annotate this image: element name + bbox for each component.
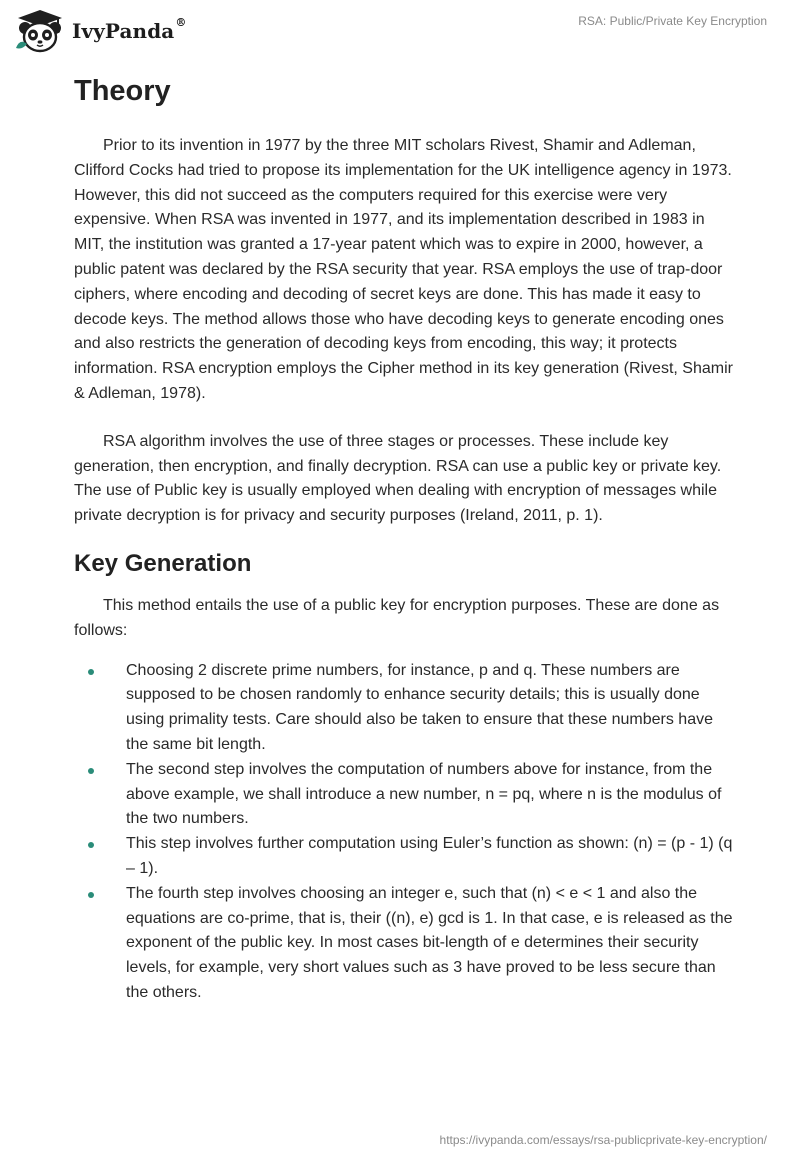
panda-graduate-icon [14,8,66,54]
document-title: RSA: Public/Private Key Encryption [578,14,767,28]
bullet-icon [88,892,94,898]
essay-content [74,72,734,1006]
section-title-key-generation: Key Generation [74,549,252,577]
bullet-icon [88,768,94,774]
list-item [74,882,734,1006]
bullet-icon [88,669,94,675]
list-item [74,758,734,832]
brand-name: IvyPanda® [72,16,187,43]
section-title-theory: Theory [74,75,171,107]
list-item-text: The fourth step involves choosing an integer e, such that (n) < e < 1 and also the equations are co-prime, that is, their ((n), e) gcd is 1. In that case, e is released as the exponent of the public key. In most cases bit-length of e determines their security levels, for example, very short values such as 3 have proved to be less secure than the others. [126,884,733,1001]
brand-logo[interactable] [14,8,186,54]
list-item-text: The second step involves the computation of numbers above for instance, from the above example, we shall introduce a new number, n = pq, where n is the modulus of the two numbers. [126,760,722,828]
list-item-text: This step involves further computation using Euler’s function as shown: (n) = (p - 1) (q – 1). [126,835,733,877]
key-generation-steps [74,659,734,1006]
bullet-icon [88,842,94,848]
list-item [74,659,734,758]
key-generation-intro: This method entails the use of a public key for encryption purposes. These are done as follows: [74,596,720,639]
theory-paragraph-1: Prior to its invention in 1977 by the three MIT scholars Rivest, Shamir and Adleman, Clifford Cocks had tried to propose its implementation for the UK intelligence agency in 1973. However, this did not succeed as the computers required for this exercise were very expensive. When RSA was invented in 1977, and its implementation described in 1983 in MIT, the institution was granted a 17-year patent which was to expire in 2000, however, a public patent was declared by the RSA security that year. RSA employs the use of trap-door ciphers, where encoding and decoding of secret keys are done. This has made it easy to decode keys. The method allows those who have decoding keys to generate encoding ones and also restricts the generation of decoding keys from encoding, this way; it protects information. RSA encryption employs the Cipher method in its key generation (Rivest, Shamir & Adleman, 1978). [74,137,733,402]
source-url-link[interactable]: https://ivypanda.com/essays/rsa-publicprivate-key-encryption/ [439,1133,767,1147]
theory-paragraph-2: RSA algorithm involves the use of three stages or processes. These include key generation, then encryption, and finally decryption. RSA can use a public key or private key. The use of Public key is usually employed when dealing with encryption of messages while private decryption is for privacy and security purposes (Ireland, 2011, p. 1). [74,432,722,525]
list-item-text: Choosing 2 discrete prime numbers, for instance, p and q. These numbers are supposed to be chosen randomly to enhance security details; this is usually done using primality tests. Care should also be taken to ensure that these numbers have the same bit length. [126,661,713,753]
page-header [0,0,800,60]
list-item [74,832,734,882]
